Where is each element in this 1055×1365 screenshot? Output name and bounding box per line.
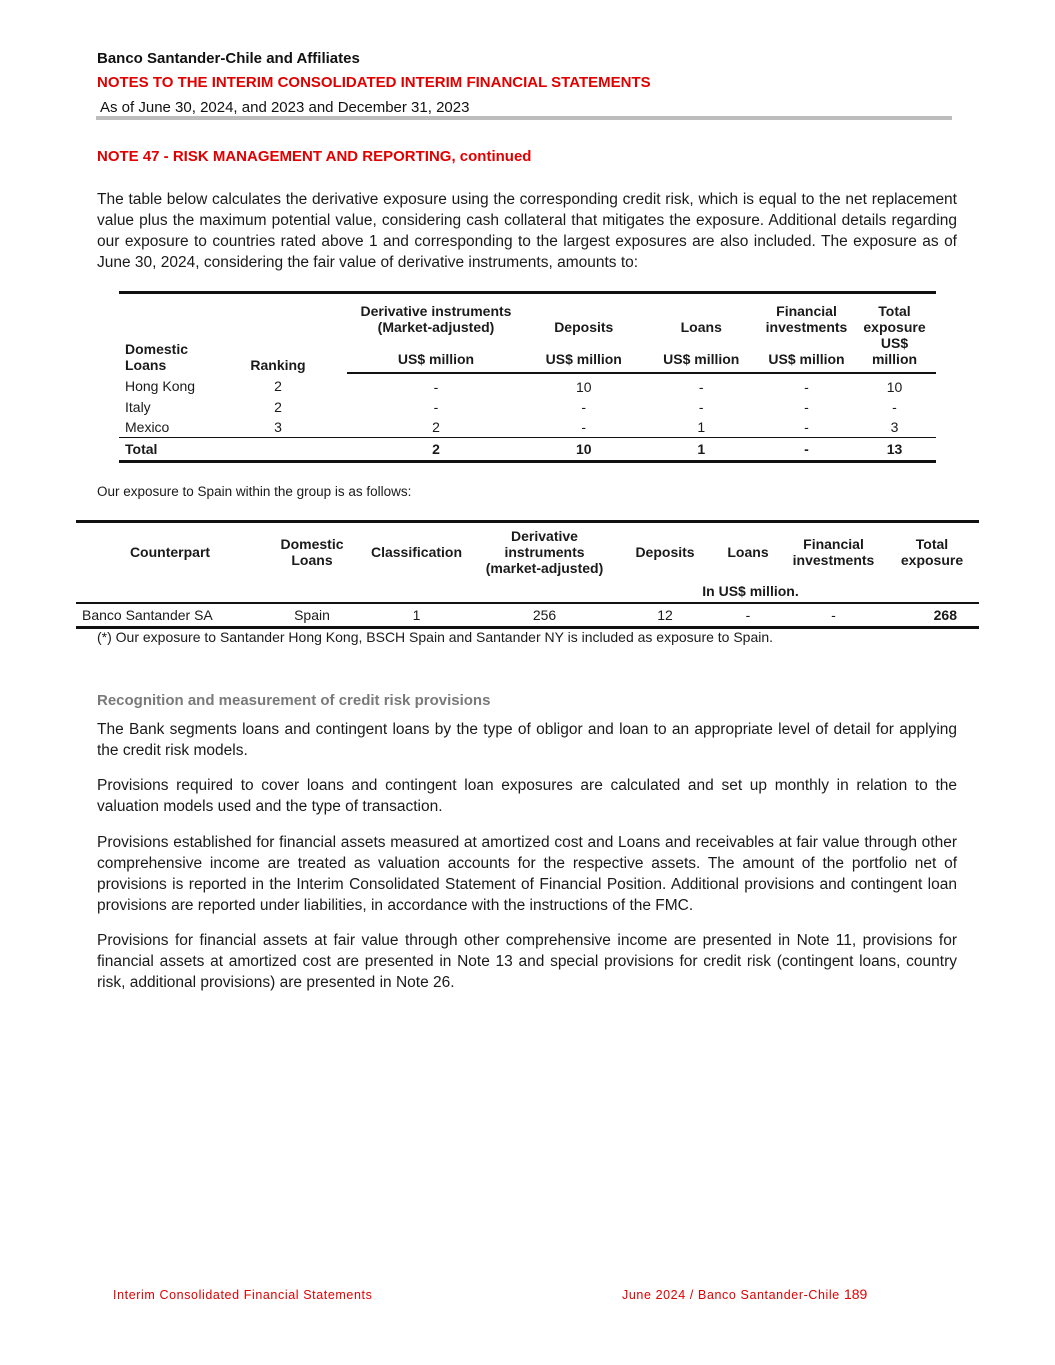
th-domestic: Domestic Loans: [264, 522, 360, 582]
th-counterpart: Counterpart: [76, 522, 264, 582]
spain-exposure-table: [76, 520, 979, 629]
note-title: NOTE 47 - RISK MANAGEMENT AND REPORTING, continued: [97, 148, 532, 165]
company-name: Banco Santander-Chile and Affiliates: [97, 50, 360, 67]
th-total: Total exposure: [885, 522, 979, 582]
footer-source: June 2024 / Banco Santander-Chile: [622, 1288, 840, 1302]
th-domestic: Domestic Loans: [125, 340, 189, 373]
notes-title: NOTES TO THE INTERIM CONSOLIDATED INTERIM FINANCIAL STATEMENTS: [97, 74, 651, 91]
th-unit: US$ million: [853, 335, 936, 373]
th-loans: Loans: [714, 522, 782, 582]
th-ranking: Ranking: [250, 356, 306, 373]
th-derivative: Derivative instruments (Market-adjusted): [347, 293, 525, 335]
th-financial: Financial investments: [760, 293, 853, 335]
th-unit: US$ million: [525, 335, 643, 373]
th-total: Total exposure: [853, 293, 936, 335]
paragraph: The Bank segments loans and contingent loans by the type of obligor and loan to an appropriate level of detail for applying the credit risk models.: [97, 721, 957, 759]
table-row: Italy 2 - - - - -: [125, 398, 897, 415]
table-row: Mexico 3 2 - 1 - 3: [125, 418, 899, 435]
spain-intro: Our exposure to Spain within the group is as follows:: [97, 484, 412, 499]
th-derivative: Derivative instruments (market-adjusted): [473, 522, 616, 582]
header-divider: [96, 116, 952, 120]
th-unit: US$ million: [643, 335, 761, 373]
as-of-date: As of June 30, 2024, and 2023 and December 31, 2023: [100, 99, 470, 116]
page-number: 189: [843, 1286, 868, 1302]
th-unit: In US$ million.: [616, 582, 885, 603]
th-deposits: Deposits: [616, 522, 714, 582]
table-row: Banco Santander SA Spain 1 256 12 - - 268: [76, 603, 979, 628]
footer-right: [622, 1286, 867, 1302]
footnote: (*) Our exposure to Santander Hong Kong, BSCH Spain and Santander NY is included as exposure to Spain.: [97, 629, 774, 645]
th-classification: Classification: [360, 522, 473, 582]
paragraph: Provisions for financial assets at fair value through other comprehensive income are presented in Note 11, provisions for financial assets at amortized cost are presented in Note 13 and special provisions for credit risk (contingent loans, country risk, additional provisions) are presented in Note 26.: [97, 932, 957, 991]
th-unit: US$ million: [760, 335, 853, 373]
country-exposure-table: [119, 291, 936, 463]
th-unit: US$ million: [347, 335, 525, 373]
total-row: Total 2 10 1 - 13: [119, 437, 936, 461]
th-deposits: Deposits: [525, 293, 643, 335]
paragraph: Provisions established for financial assets measured at amortized cost and Loans and receivables at fair value through other comprehensive income are treated as valuation accounts for the respective assets. The amount of the portfolio net of provisions is reported in the Interim Consolidated Statement of Financial Position. Additional provisions and contingent loan provisions are reported under liabilities, in accordance with the instructions of the FMC.: [97, 834, 957, 914]
table-row: Hong Kong 2 - 10 - - 10: [125, 378, 903, 395]
intro-paragraph: The table below calculates the derivative exposure using the corresponding credit risk, which is equal to the net replacement value plus the maximum potential value, considering cash collateral that mitigates the exposure. Additional details regarding our exposure to countries rated above 1 and corresponding to the largest exposures are also included. The exposure as of June 30, 2024, considering the fair value of derivative instruments, amounts to:: [97, 191, 957, 271]
th-loans: Loans: [643, 293, 761, 335]
paragraph: Provisions required to cover loans and contingent loan exposures are calculated and set up monthly in relation to the valuation models used and the type of transaction.: [97, 777, 957, 815]
footer-left: Interim Consolidated Financial Statements: [113, 1288, 373, 1302]
section-title: Recognition and measurement of credit risk provisions: [97, 692, 491, 709]
th-financial: Financial investments: [782, 522, 885, 582]
